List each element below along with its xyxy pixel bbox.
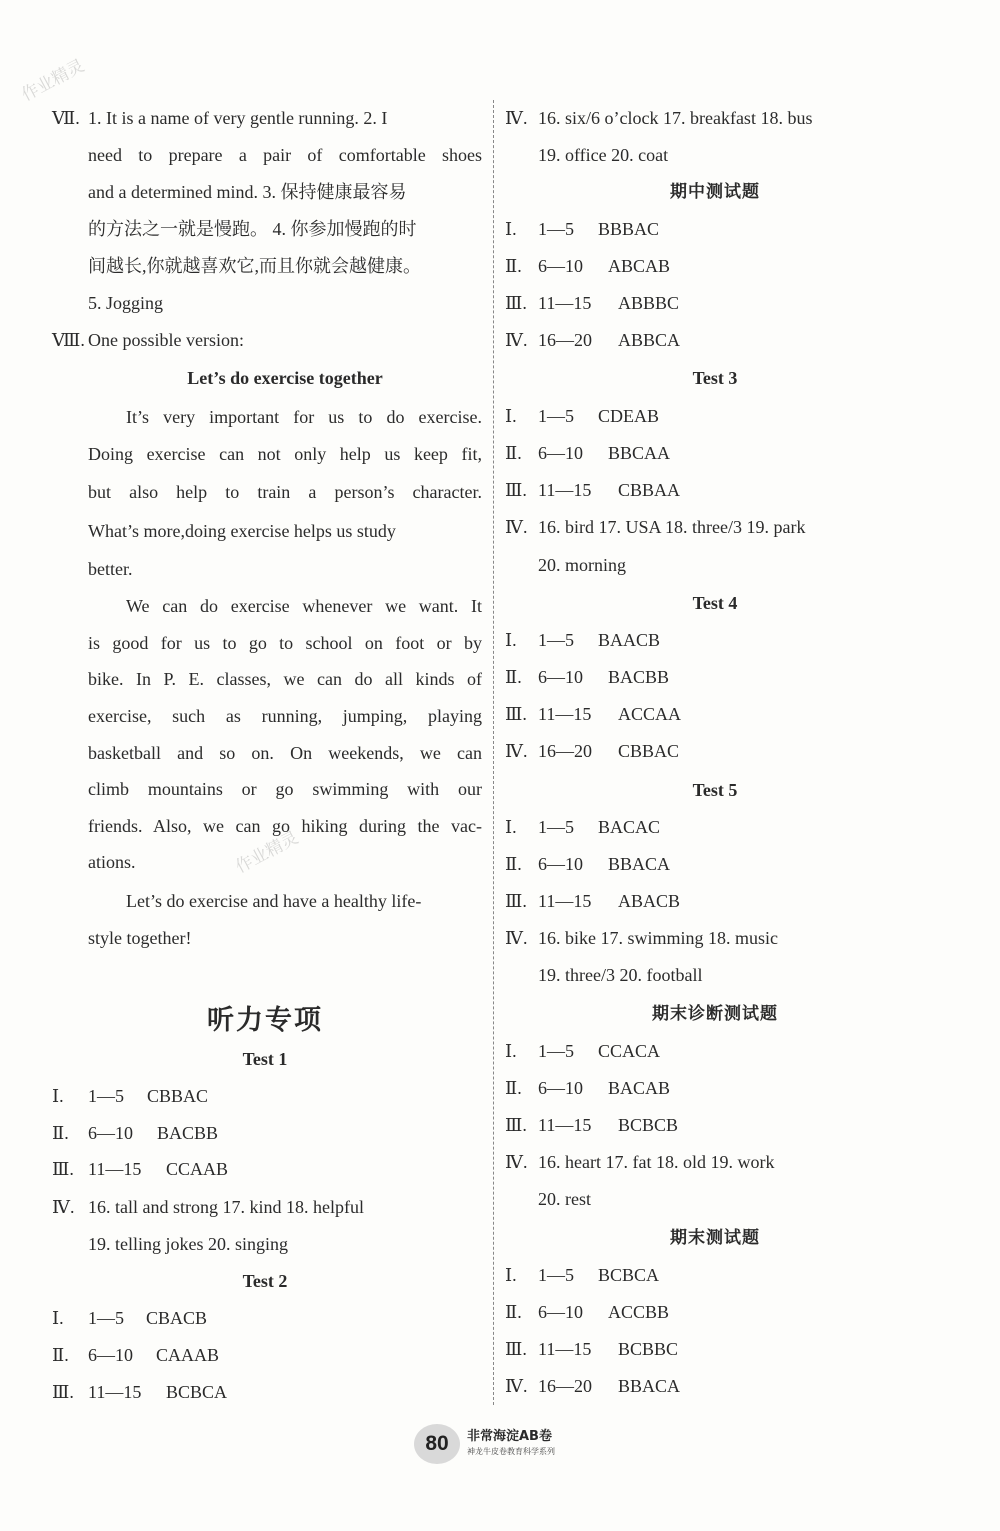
answer-line: 的方法之一就是慢跑。 4. 你参加慢跑的时 (88, 219, 417, 239)
answer-range: 11—15 (538, 1339, 592, 1359)
part-numeral: Ⅳ. (52, 1197, 75, 1217)
essay-intro: One possible version: (88, 330, 244, 350)
answer-range: 11—15 (538, 293, 592, 313)
answer-line: 19. three/3 20. football (538, 965, 703, 985)
part-numeral: Ⅲ. (52, 1382, 74, 1402)
page-number: 80 (414, 1424, 460, 1464)
answer-line: 16. six/6 o’clock 17. breakfast 18. bus (538, 108, 813, 128)
part-numeral: Ⅲ. (505, 293, 527, 313)
answer-range: 11—15 (538, 1115, 592, 1135)
answer-line: 16. bike 17. swimming 18. music (538, 928, 778, 948)
part-numeral: Ⅱ. (505, 1302, 522, 1322)
essay-line: climb mountains or go swimming with our (88, 779, 482, 799)
answer-key: ABBCA (618, 330, 681, 350)
answer-line: 5. Jogging (88, 293, 164, 313)
essay-line: bike. In P. E. classes, we can do all kinds of (88, 669, 482, 689)
answer-line: 19. telling jokes 20. singing (88, 1234, 288, 1254)
answer-key: CBBAC (618, 741, 680, 761)
part-numeral: Ⅱ. (505, 854, 522, 874)
answer-line: 1. It is a name of very gentle running. 2. I (88, 108, 388, 128)
section-title: 听力专项 (207, 1005, 323, 1036)
answer-key: CAAAB (156, 1345, 220, 1365)
part-numeral: Ⅱ. (505, 443, 522, 463)
answer-key: BACBB (608, 667, 670, 687)
answer-range: 6—10 (538, 443, 583, 463)
part-numeral: Ⅳ. (505, 330, 528, 350)
answer-line: need to prepare a pair of comfortable shoes (88, 145, 482, 165)
section-numeral: Ⅶ. (52, 108, 80, 128)
answer-range: 1—5 (88, 1086, 124, 1106)
test-title: 期中测试题 (670, 182, 760, 202)
part-numeral: Ⅳ. (505, 928, 528, 948)
answer-line: 16. heart 17. fat 18. old 19. work (538, 1152, 775, 1172)
answer-range: 6—10 (538, 667, 583, 687)
answer-range: 1—5 (538, 817, 574, 837)
part-numeral: Ⅰ. (52, 1086, 64, 1106)
essay-line: but also help to train a person’s character. (88, 482, 482, 502)
test-title: Test 4 (692, 593, 738, 613)
book-series: 神龙牛皮卷教育科学系列 (467, 1447, 555, 1456)
answer-key: BACAB (608, 1078, 671, 1098)
part-numeral: Ⅱ. (505, 256, 522, 276)
answer-range: 6—10 (538, 256, 583, 276)
answer-range: 11—15 (538, 704, 592, 724)
test-title: 期末测试题 (670, 1228, 760, 1248)
part-numeral: Ⅳ. (505, 1376, 528, 1396)
part-numeral: Ⅲ. (505, 704, 527, 724)
book-title: 非常海淀AB卷 (467, 1429, 552, 1444)
answer-range: 11—15 (538, 891, 592, 911)
column-divider (493, 100, 494, 1405)
answer-key: CBACB (146, 1308, 208, 1328)
answer-key: BCBCB (618, 1115, 679, 1135)
part-numeral: Ⅰ. (505, 406, 517, 426)
answer-key: CBBAA (618, 480, 681, 500)
answer-key: ABBBC (618, 293, 680, 313)
part-numeral: Ⅰ. (505, 219, 517, 239)
answer-key: BAACB (598, 630, 661, 650)
answer-range: 1—5 (538, 406, 574, 426)
answer-key: BBCAA (608, 443, 671, 463)
answer-line: 16. tall and strong 17. kind 18. helpful (88, 1197, 364, 1217)
watermark: 作业精灵 (232, 827, 302, 878)
answer-key: BCBCA (166, 1382, 228, 1402)
answer-range: 6—10 (88, 1345, 133, 1365)
essay-line: better. (88, 559, 133, 579)
answer-range: 1—5 (88, 1308, 124, 1328)
answer-key: BACAC (598, 817, 661, 837)
part-numeral: Ⅲ. (505, 1339, 527, 1359)
answer-range: 11—15 (538, 480, 592, 500)
essay-line: exercise, such as running, jumping, playing (88, 706, 482, 726)
part-numeral: Ⅰ. (505, 1041, 517, 1061)
part-numeral: Ⅳ. (505, 741, 528, 761)
part-numeral: Ⅰ. (505, 817, 517, 837)
test-title: Test 5 (692, 780, 738, 800)
answer-key: ABCAB (608, 256, 671, 276)
answer-range: 1—5 (538, 630, 574, 650)
essay-line: style together! (88, 928, 192, 948)
essay-title: Let’s do exercise together (187, 368, 383, 388)
test-title: Test 2 (242, 1271, 288, 1291)
answer-range: 1—5 (538, 1041, 574, 1061)
answer-line: 20. rest (538, 1189, 591, 1209)
part-numeral: Ⅲ. (505, 1115, 527, 1135)
answer-range: 16—20 (538, 1376, 592, 1396)
part-numeral: Ⅳ. (505, 517, 528, 537)
answer-range: 6—10 (538, 854, 583, 874)
essay-line: friends. Also, we can go hiking during the vac- (88, 816, 482, 836)
essay-line: Doing exercise can not only help us keep fit, (88, 444, 482, 464)
answer-key: ACCBB (608, 1302, 670, 1322)
part-numeral: Ⅱ. (52, 1123, 69, 1143)
answer-key: BCBCA (598, 1265, 660, 1285)
essay-line: is good for us to go to school on foot or by (88, 633, 482, 653)
answer-key: BBACA (608, 854, 671, 874)
essay-line: Let’s do exercise and have a healthy life- (126, 891, 422, 911)
essay-line: basketball and so on. On weekends, we can (88, 743, 482, 763)
answer-range: 6—10 (88, 1123, 133, 1143)
part-numeral: Ⅱ. (505, 1078, 522, 1098)
answer-range: 16—20 (538, 741, 592, 761)
part-numeral: Ⅱ. (505, 667, 522, 687)
test-title: Test 3 (692, 368, 738, 388)
part-numeral: Ⅲ. (52, 1159, 74, 1179)
answer-line: 16. bird 17. USA 18. three/3 19. park (538, 517, 806, 537)
part-numeral: Ⅱ. (52, 1345, 69, 1365)
test-title: Test 1 (242, 1049, 288, 1069)
part-numeral: Ⅳ. (505, 1152, 528, 1172)
part-numeral: Ⅲ. (505, 480, 527, 500)
answer-key: ACCAA (618, 704, 682, 724)
answer-line: 间越长,你就越喜欢它,而且你就会越健康。 (88, 256, 421, 276)
answer-line: 20. morning (538, 555, 626, 575)
answer-key: CBBAC (147, 1086, 209, 1106)
answer-key: BBBAC (598, 219, 660, 239)
part-numeral: Ⅰ. (505, 630, 517, 650)
answer-key: BCBBC (618, 1339, 679, 1359)
answer-key: CCACA (598, 1041, 661, 1061)
test-title: 期末诊断测试题 (652, 1004, 778, 1024)
answer-key: ABACB (618, 891, 681, 911)
essay-line: ations. (88, 852, 136, 872)
answer-line: 19. office 20. coat (538, 145, 669, 165)
answer-range: 16—20 (538, 330, 592, 350)
watermark: 作业精灵 (18, 55, 88, 106)
answer-line: and a determined mind. 3. 保持健康最容易 (88, 182, 407, 202)
answer-range: 11—15 (88, 1159, 142, 1179)
essay-line: It’s very important for us to do exercise. (126, 407, 482, 427)
essay-line: What’s more,doing exercise helps us study (88, 521, 396, 541)
section-numeral: Ⅷ. (52, 330, 85, 350)
answer-key: BBACA (618, 1376, 681, 1396)
answer-range: 6—10 (538, 1078, 583, 1098)
answer-key: CCAAB (166, 1159, 229, 1179)
part-numeral: Ⅰ. (52, 1308, 64, 1328)
essay-line: We can do exercise whenever we want. It (126, 596, 482, 616)
part-numeral: Ⅲ. (505, 891, 527, 911)
answer-range: 6—10 (538, 1302, 583, 1322)
part-numeral: Ⅰ. (505, 1265, 517, 1285)
answer-range: 1—5 (538, 219, 574, 239)
answer-key: BACBB (157, 1123, 219, 1143)
answer-range: 1—5 (538, 1265, 574, 1285)
answer-range: 11—15 (88, 1382, 142, 1402)
part-numeral: Ⅳ. (505, 108, 528, 128)
answer-key: CDEAB (598, 406, 660, 426)
